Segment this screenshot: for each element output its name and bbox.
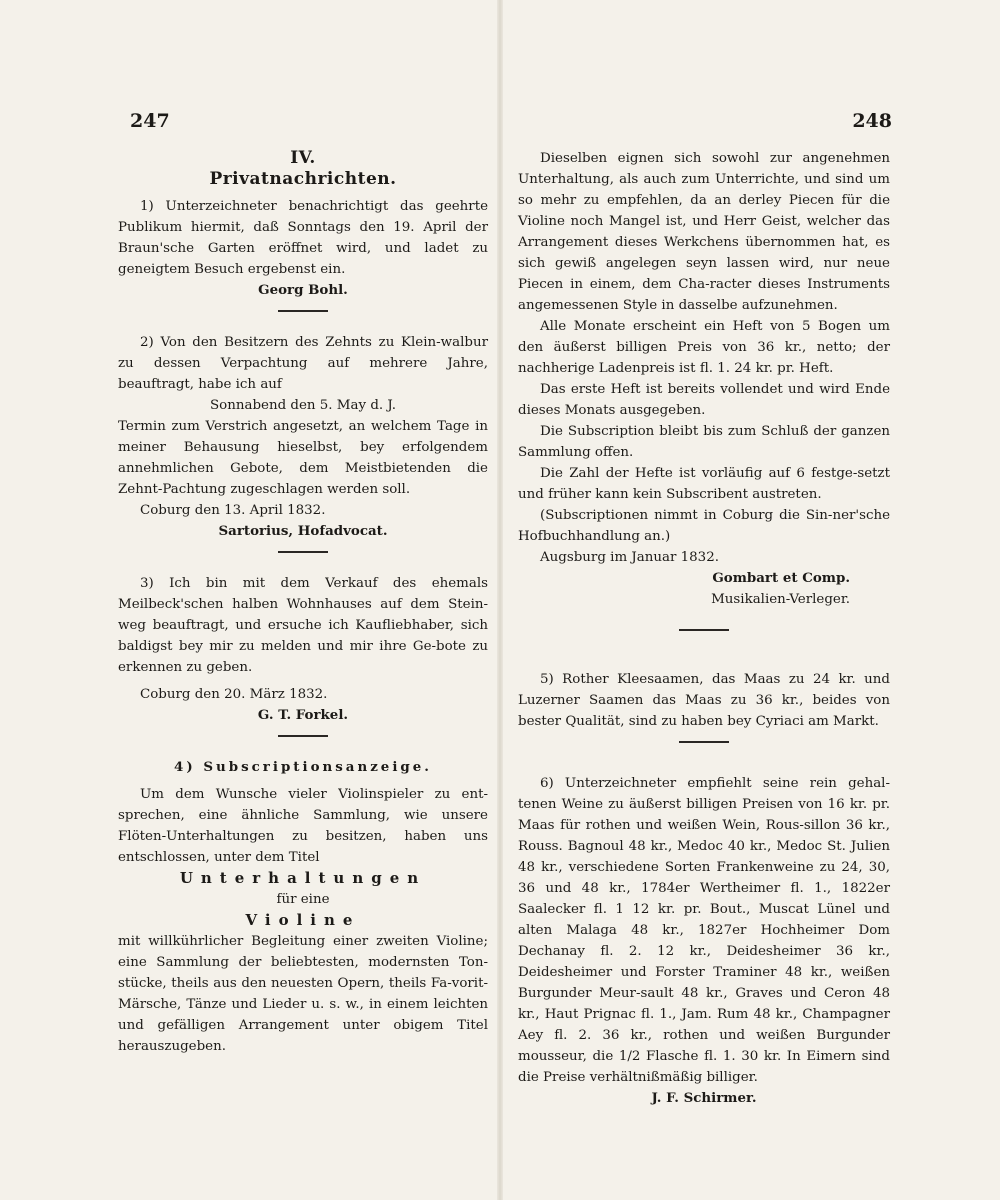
notice-1-signature: Georg Bohl.: [258, 282, 348, 298]
notice-3-place-date: Coburg den 20. März 1832.: [140, 687, 328, 702]
notice-3-signature: G. T. Forkel.: [257, 707, 349, 723]
notice-4-cont-p4: Die Subscription bleibt bis zum Schluß der ganzen Sammlung offen.: [518, 424, 890, 460]
notice-6-text: 6) Unterzeichneter empfiehlt seine rein gehal-tenen Weine zu äußerst billigen Preisen von 16 kr. pr. Maas für rothen und weißen Wein, Rous-sillon 36 kr., Rouss. Bagnoul 48 kr., Medoc 40 kr., Medoc St. Julien 48 kr., verschiedene Sorten Frankenweine zu 24, 30, 36 und 48 kr., 1784er Wertheimer fl. 1., 1822er Saalecker fl. 1 12 kr. pr. Bout., Muscat Lünel und alten Malaga 48 kr., 1827er Hochheimer Dom Dechanay fl. 2. 12 kr., Deidesheimer 36 kr., Deidesheimer und Forster Traminer 48 kr., weißen Burgunder Meur-sault 48 kr., Graves und Ceron 48 kr., Haut Prignac fl. 1., Jam. Rum 48 kr., Champagner Aey fl. 2. 36 kr., rothen und weißen Burgunder mousseur, die 1/2 Flasche fl. 1. 30 kr. In Eimern sind die Preise verhältnißmäßig billiger.: [518, 776, 890, 1085]
notice-4-title-word-3: Violine: [245, 911, 361, 929]
separator-rule: [679, 741, 729, 743]
notice-4-heading: 4) Subscriptionsanzeige.: [174, 759, 432, 775]
section-number: IV.: [290, 148, 316, 168]
notice-4-title-word-1: Unterhaltungen: [179, 869, 427, 887]
right-page: [500, 0, 1000, 1200]
notice-4-cont-p6: (Subscriptionen nimmt in Coburg die Sin-ner'sche Hofbuchhandlung an.): [518, 508, 890, 544]
section-title: Privatnachrichten.: [209, 169, 397, 189]
notice-4-signature-1: Gombart et Comp.: [712, 570, 850, 586]
right-text-column: [518, 148, 890, 1109]
notice-3-text: 3) Ich bin mit dem Verkauf des ehemals Meilbeck'schen halben Wohnhauses auf dem Stein-weg beauftragt, und ersuche ich Kaufliebhaber, sich baldigst bey mir zu melden und mir ihre Ge-bote zu erkennen zu geben.: [118, 576, 488, 675]
notice-4-description: mit willkührlicher Begleitung einer zweiten Violine; eine Sammlung der beliebtesten, modernsten Ton-stücke, theils aus den neuesten Opern, theils Fa-vorit-Märsche, Tänze und Lieder u. s. w., in einem leichten und gefälligen Arrangement unter obigem Titel herauszugeben.: [118, 934, 488, 1054]
notice-1-text: 1) Unterzeichneter benachrichtigt das geehrte Publikum hiermit, daß Sonntags den 19. April der Braun'sche Garten eröffnet wird, und ladet zu geneigtem Besuch ergebenst ein.: [118, 199, 488, 277]
notice-4-place-date: Augsburg im Januar 1832.: [540, 550, 719, 565]
notice-4-cont-p5: Die Zahl der Hefte ist vorläufig auf 6 festge-setzt und früher kann kein Subscribent austreten.: [518, 466, 890, 502]
notice-2-date-line: Sonnabend den 5. May d. J.: [209, 398, 396, 413]
notice-4-title-word-2: für eine: [276, 892, 330, 907]
notice-2-intro: 2) Von den Besitzern des Zehnts zu Klein-walbur zu dessen Verpachtung auf mehrere Jahre, beauftragt, habe ich auf: [118, 335, 488, 392]
notice-4-cont-p2: Alle Monate erscheint ein Heft von 5 Bogen um den äußerst billigen Preis von 36 kr., netto; der nachherige Ladenpreis ist fl. 1. 24 kr. pr. Heft.: [518, 319, 890, 376]
page-number: 247: [130, 110, 170, 132]
separator-rule: [278, 735, 328, 737]
separator-rule: [679, 629, 729, 631]
notice-2-signature: Sartorius, Hofadvocat.: [218, 523, 388, 539]
notice-6-signature: J. F. Schirmer.: [651, 1090, 757, 1106]
left-text-column: [118, 148, 488, 1057]
separator-rule: [278, 310, 328, 312]
notice-4-signature-2: Musikalien-Verleger.: [711, 592, 850, 607]
notice-2-body: Termin zum Verstrich angesetzt, an welchem Tage in meiner Behausung hieselbst, bey erfolgendem annehmlichen Gebote, dem Meistbietenden die Zehnt-Pachtung zugeschlagen werden soll.: [118, 419, 488, 497]
notice-5-text: 5) Rother Kleesaamen, das Maas zu 24 kr. und Luzerner Saamen das Maas zu 36 kr., beides von bester Qualität, sind zu haben bey Cyriaci am Markt.: [518, 672, 890, 729]
notice-4-intro: Um dem Wunsche vieler Violinspieler zu ent-sprechen, eine ähnliche Sammlung, wie unsere Flöten-Unterhaltungen zu besitzen, haben uns entschlossen, unter dem Titel: [118, 787, 488, 865]
separator-rule: [278, 551, 328, 553]
page-number: 248: [852, 110, 892, 132]
notice-4-cont-p3: Das erste Heft ist bereits vollendet und wird Ende dieses Monats ausgegeben.: [518, 382, 890, 418]
notice-4-cont-p1: Dieselben eignen sich sowohl zur angenehmen Unterhaltung, als auch zum Unterrichte, und sind um so mehr zu empfehlen, da an derley Piecen für die Violine noch Mangel ist, und Herr Geist, welcher das Arrangement dieses Werkchens übernommen hat, es sich gewiß angelegen seyn lassen wird, nur neue Piecen in einem, dem Cha-racter dieses Instruments angemessenen Style in dasselbe aufzunehmen.: [518, 151, 890, 313]
notice-2-place-date: Coburg den 13. April 1832.: [140, 503, 326, 518]
